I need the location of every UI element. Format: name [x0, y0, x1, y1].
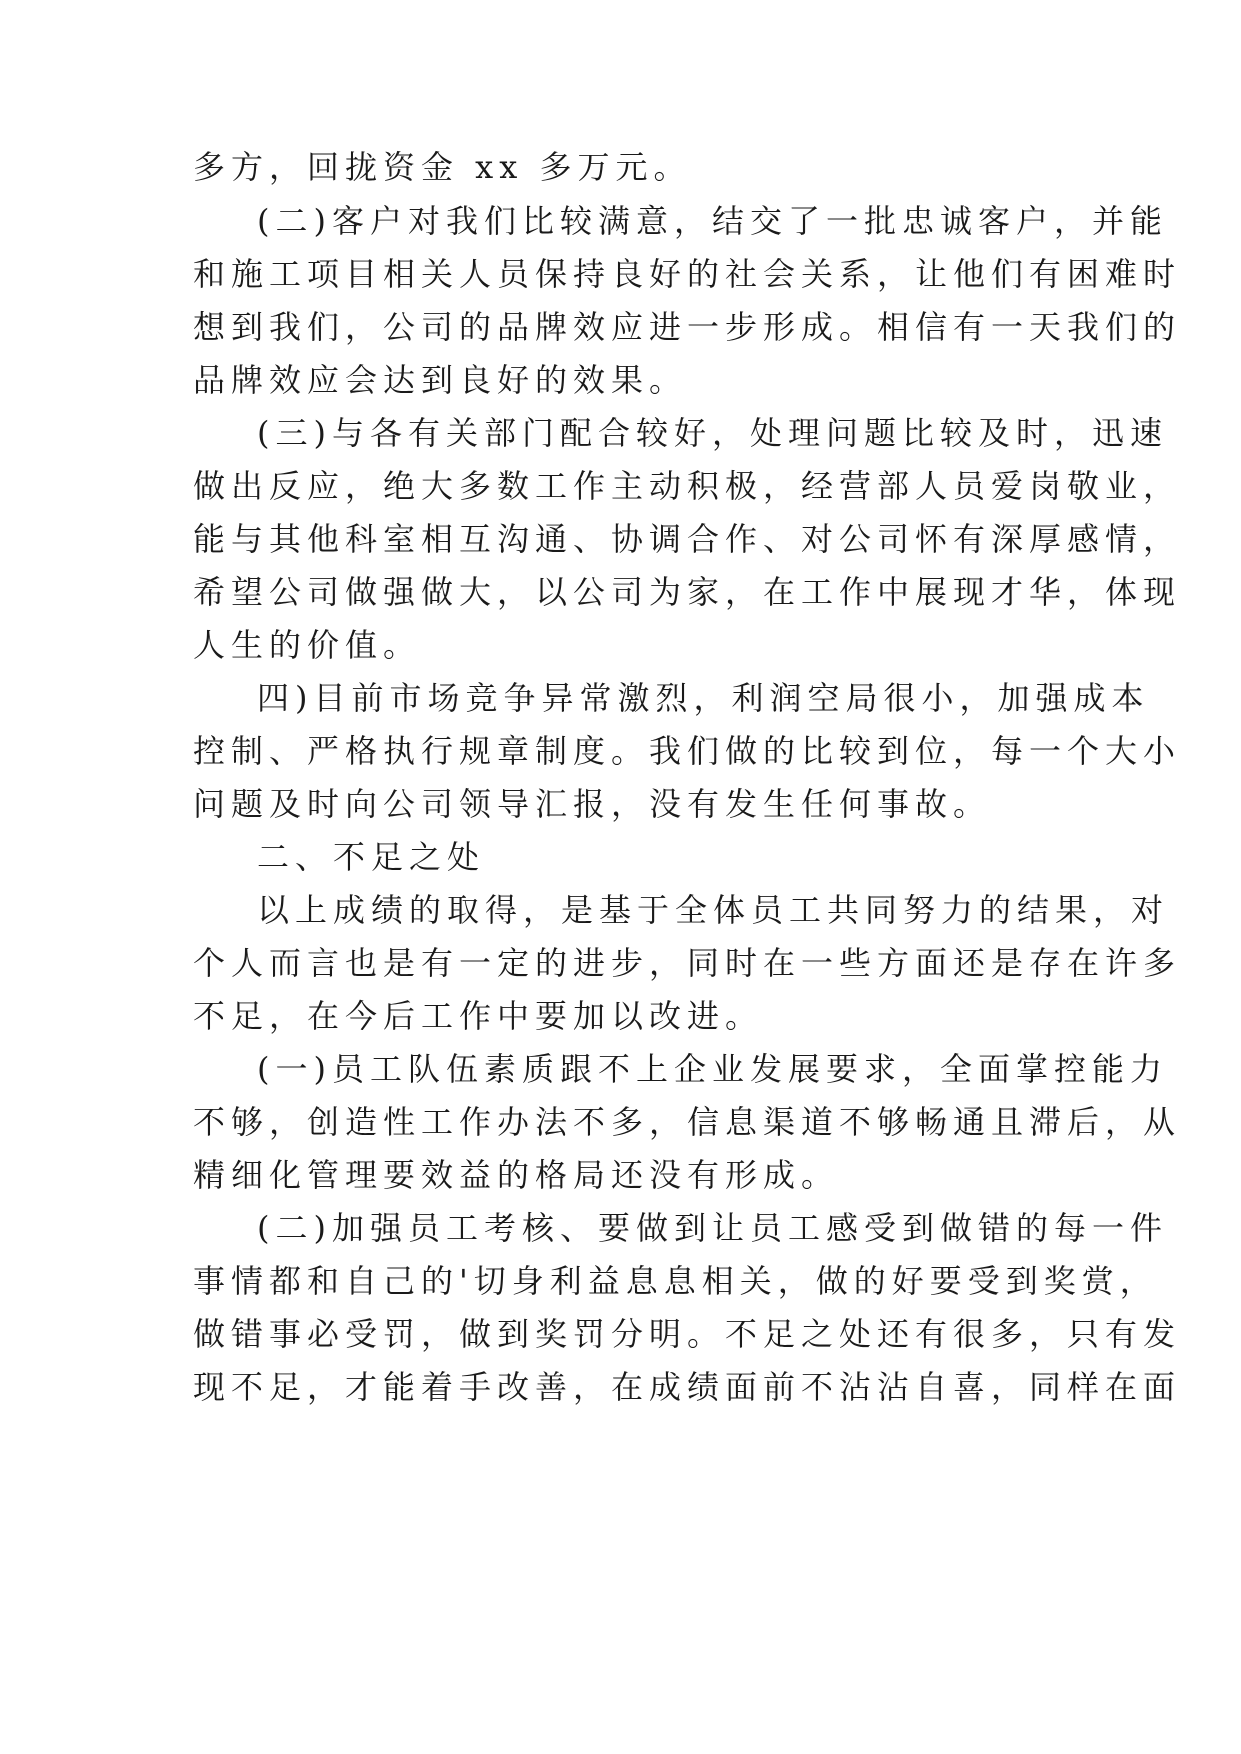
text-line: 问题及时向公司领导汇报，没有发生任何事故。 [193, 785, 992, 823]
paragraph-department-cooperation: (三)与各有关部门配合较好，处理问题比较及时，迅速 [257, 414, 1168, 452]
text-line: 品牌效应会达到良好的效果。 [193, 361, 688, 399]
text-line: 能与其他科室相互沟通、协调合作、对公司怀有深厚感情， [193, 520, 1182, 558]
text-line: 做出反应，绝大多数工作主动积极，经营部人员爱岗敬业， [193, 467, 1182, 505]
paragraph-staff-assessment: (二)加强员工考核、要做到让员工感受到做错的每一件 [257, 1209, 1168, 1247]
text-line: 不足，在今后工作中要加以改进。 [193, 997, 764, 1035]
paragraph-staff-quality: (一)员工队伍素质跟不上企业发展要求，全面掌控能力 [257, 1050, 1168, 1088]
text-line: 现不足，才能着手改善，在成绩面前不沾沾自喜，同样在面 [193, 1368, 1182, 1406]
text-line: 和施工项目相关人员保持良好的社会关系，让他们有困难时 [193, 255, 1182, 293]
text-line: 多方，回拢资金 xx 多万元。 [193, 148, 692, 186]
text-line: 想到我们，公司的品牌效应进一步形成。相信有一天我们的 [193, 308, 1182, 346]
section-heading-shortcomings: 二、不足之处 [257, 838, 486, 876]
text-line: 精细化管理要效益的格局还没有形成。 [193, 1156, 840, 1194]
text-line: 事情都和自己的'切身利益息息相关，做的好要受到奖赏， [193, 1262, 1158, 1300]
text-line: 人生的价值。 [193, 626, 422, 664]
text-line: 希望公司做强做大，以公司为家，在工作中展现才华，体现 [193, 573, 1182, 611]
text-line: 不够，创造性工作办法不多，信息渠道不够畅通且滞后，从 [193, 1103, 1182, 1141]
text-line: 控制、严格执行规章制度。我们做的比较到位，每一个大小 [193, 732, 1182, 770]
text-line: 做错事必受罚，做到奖罚分明。不足之处还有很多，只有发 [193, 1315, 1182, 1353]
text-line: 个人而言也是有一定的进步，同时在一些方面还是存在许多 [193, 944, 1182, 982]
paragraph-market-competition: 四)目前市场竞争异常激烈，利润空局很小，加强成本 [257, 679, 1150, 717]
paragraph-customer-satisfaction: (二)客户对我们比较满意，结交了一批忠诚客户，并能 [257, 202, 1168, 240]
paragraph-achievements-summary: 以上成绩的取得，是基于全体员工共同努力的结果，对 [257, 891, 1170, 929]
